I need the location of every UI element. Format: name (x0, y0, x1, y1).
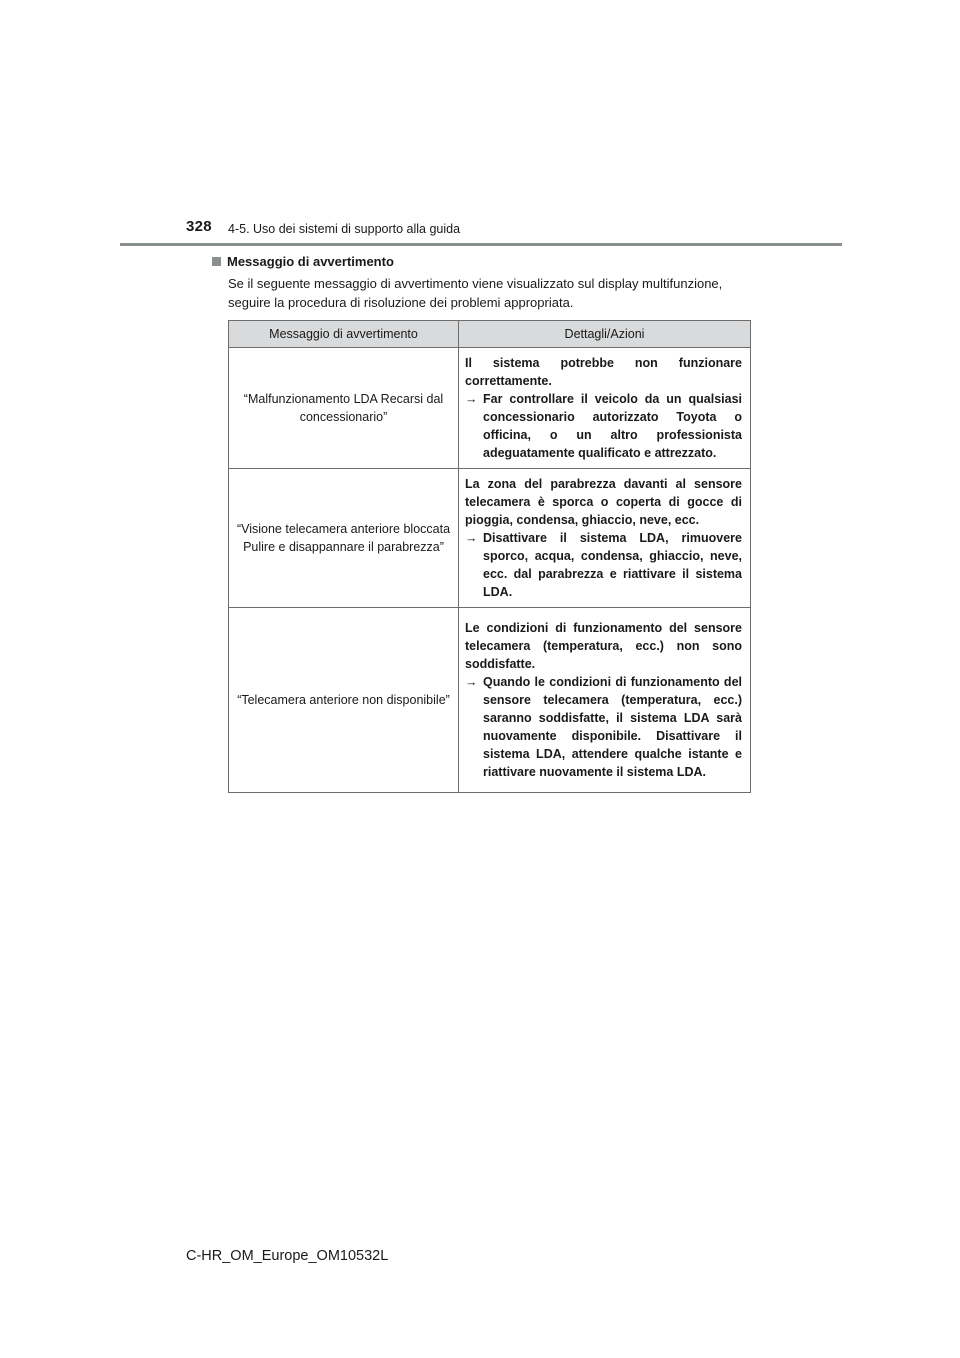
section-title: 4-5. Uso dei sistemi di supporto alla guida (228, 222, 461, 236)
arrow-icon: → (465, 392, 478, 406)
table-header-row (229, 321, 751, 348)
detail-text: La zona del parabrezza davanti al sensore telecamera è sporca o coperta di gocce di pioggia, condensa, ghiaccio, neve, ecc. (465, 477, 742, 527)
table-row (229, 348, 751, 469)
square-bullet-icon (212, 257, 221, 266)
message-cell: “Visione telecamera anteriore bloccata Pulire e disappannare il parabrezza” (229, 469, 459, 608)
warning-table (228, 320, 751, 793)
table-row (229, 608, 751, 793)
column-header-detail: Dettagli/Azioni (459, 321, 751, 348)
message-cell: “Telecamera anteriore non disponibile” (229, 608, 459, 793)
detail-text: Il sistema potrebbe non funzionare correttamente. (465, 356, 742, 388)
heading (212, 254, 394, 269)
column-header-message: Messaggio di avvertimento (229, 321, 459, 348)
action-text: Quando le condizioni di funzionamento del sensore telecamera (temperatura, ecc.) saranno soddisfatte, il sistema LDA sarà nuovamente disponibile. Disattivare il sistema LDA, attendere qualche istante e riattivare nuovamente il sistema LDA. (483, 675, 742, 779)
intro-paragraph: Se il seguente messaggio di avvertimento viene visualizzato sul display multifunzione, seguire la procedura di risoluzione dei problemi appropriata. (228, 276, 723, 310)
page-number: 328 (186, 218, 212, 235)
action-text: Far controllare il veicolo da un qualsiasi concessionario autorizzato Toyota o officina, o un altro professionista adeguatamente qualificato e attrezzato. (483, 392, 742, 460)
header-rule (120, 243, 842, 246)
action-item (465, 390, 742, 462)
detail-cell (459, 469, 751, 608)
message-cell: “Malfunzionamento LDA Recarsi dal concessionario” (229, 348, 459, 469)
action-item (465, 673, 742, 781)
footer-doc-id: C-HR_OM_Europe_OM10532L (186, 1248, 389, 1264)
action-text: Disattivare il sistema LDA, rimuovere sporco, acqua, condensa, ghiaccio, neve, ecc. dal parabrezza e riattivare il sistema LDA. (483, 531, 742, 599)
detail-cell (459, 348, 751, 469)
table-row (229, 469, 751, 608)
arrow-icon: → (465, 531, 478, 545)
action-item (465, 529, 742, 601)
arrow-icon: → (465, 675, 478, 689)
heading-text: Messaggio di avvertimento (227, 254, 394, 269)
detail-cell (459, 608, 751, 793)
detail-text: Le condizioni di funzionamento del sensore telecamera (temperatura, ecc.) non sono soddisfatte. (465, 621, 742, 671)
